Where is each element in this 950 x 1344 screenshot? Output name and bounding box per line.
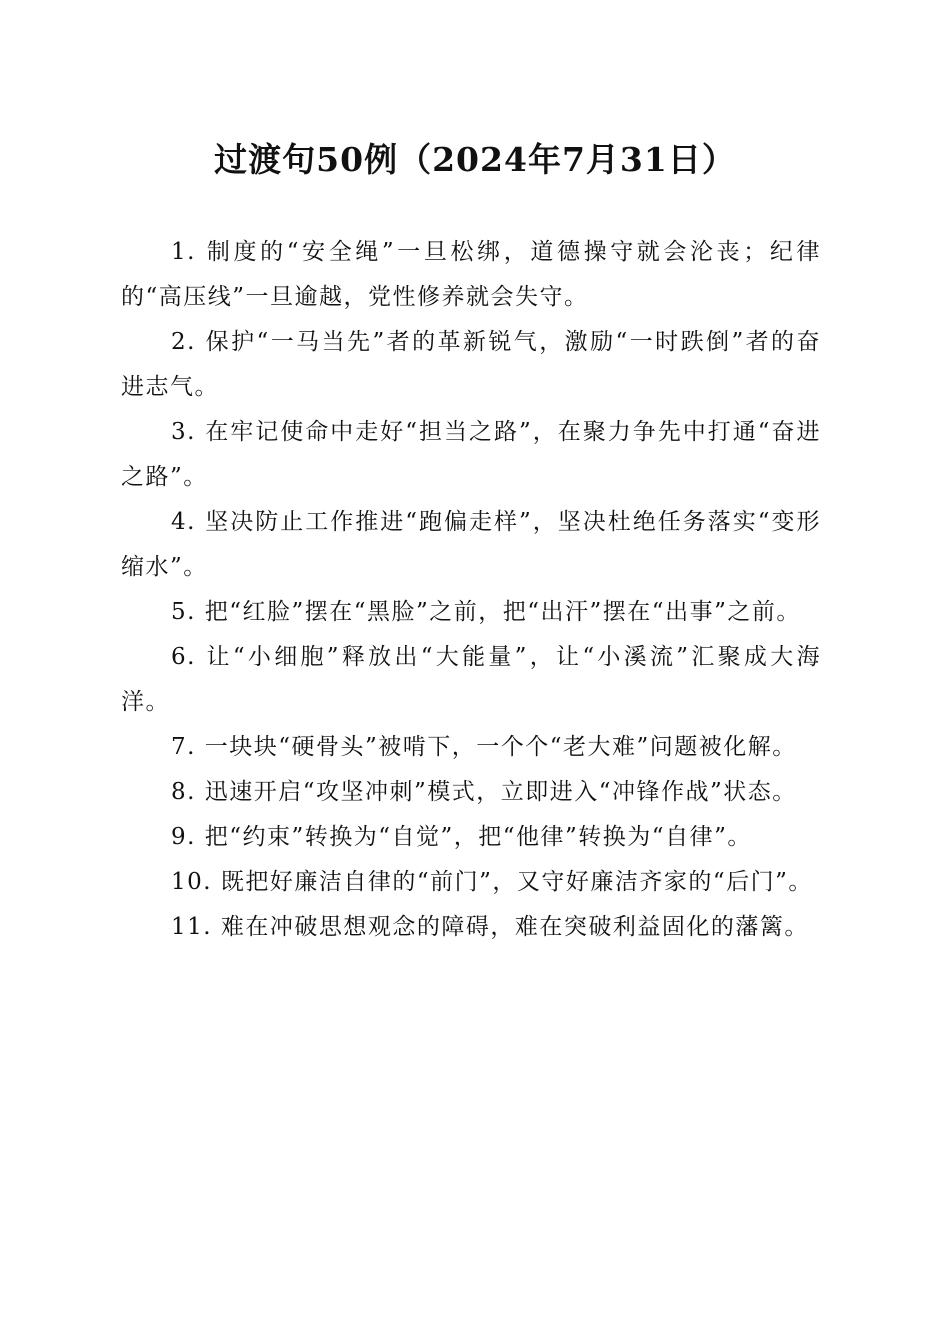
- document-title: 过渡句50例（2024年7月31日）: [214, 140, 736, 179]
- paragraph: 10. 既把好廉洁自律的“前门”，又守好廉洁齐家的“后门”。: [171, 869, 813, 895]
- paragraph: 9. 把“约束”转换为“自觉”，把“他律”转换为“自律”。: [171, 824, 752, 850]
- paragraph: 3. 在牢记使命中走好“担当之路”，在聚力争先中打通“奋进之路”。: [121, 419, 821, 490]
- paragraph: 5. 把“红脸”摆在“黑脸”之前，把“出汗”摆在“出事”之前。: [171, 599, 801, 625]
- paragraph: 1. 制度的“安全绳”一旦松绑，道德操守就会沦丧；纪律的“高压线”一旦逾越，党性修养就会失守。: [121, 239, 821, 310]
- document-body: [121, 230, 821, 950]
- paragraph: 11. 难在冲破思想观念的障碍，难在突破利益固化的藩篱。: [171, 914, 809, 940]
- paragraph: 2. 保护“一马当先”者的革新锐气，激励“一时跌倒”者的奋进志气。: [121, 329, 821, 400]
- paragraph: 4. 坚决防止工作推进“跑偏走样”，坚决杜绝任务落实“变形缩水”。: [121, 509, 821, 580]
- paragraph: 6. 让“小细胞”释放出“大能量”，让“小溪流”汇聚成大海洋。: [121, 644, 821, 715]
- paragraph: 7. 一块块“硬骨头”被啃下，一个个“老大难”问题被化解。: [171, 734, 797, 760]
- paragraph: 8. 迅速开启“攻坚冲刺”模式，立即进入“冲锋作战”状态。: [171, 779, 797, 805]
